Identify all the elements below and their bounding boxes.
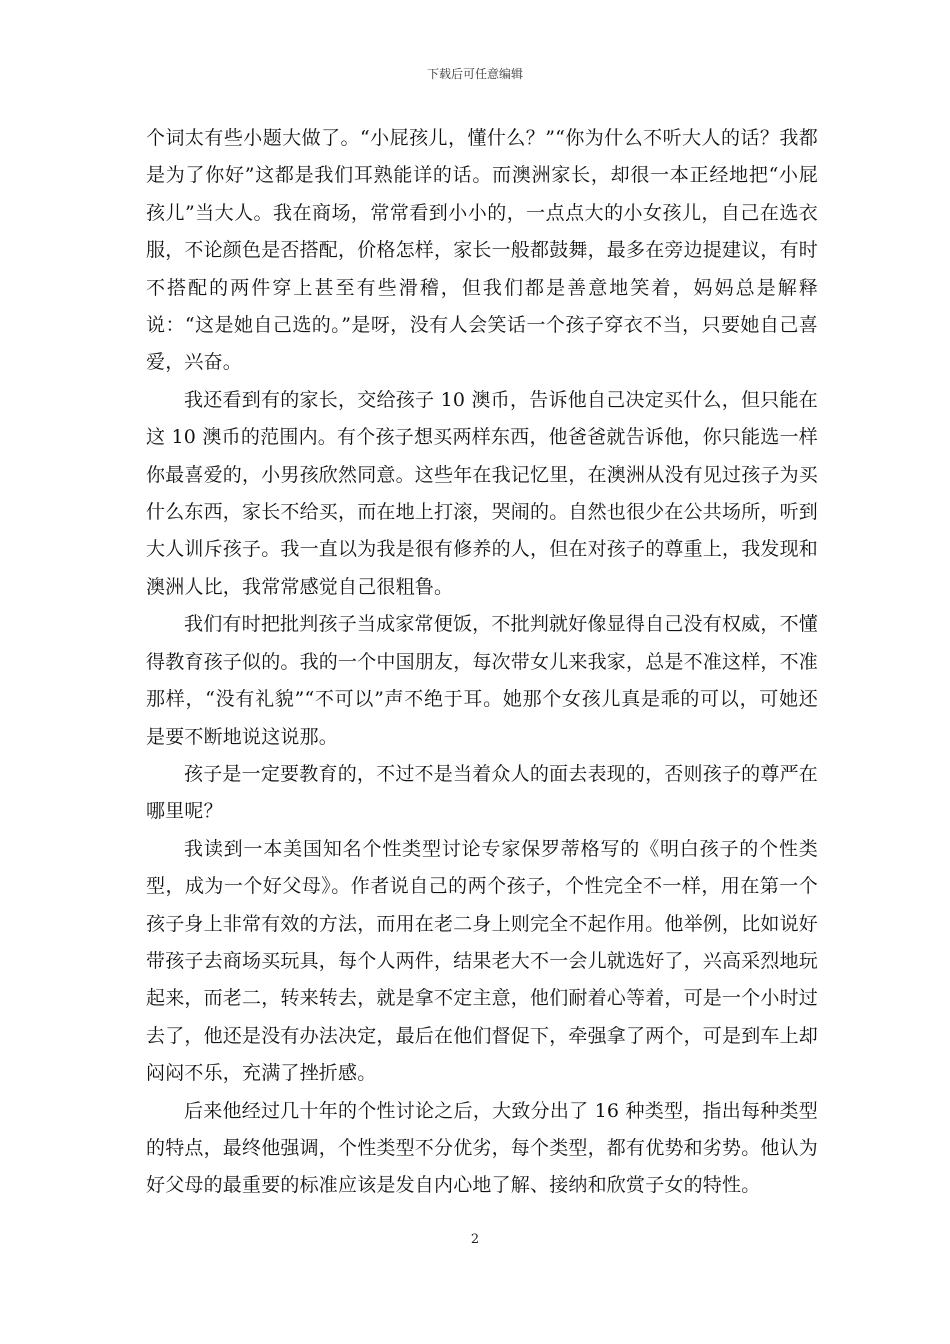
paragraph-4: 孩子是一定要教育的，不过不是当着众人的面去表现的，否则孩子的尊严在哪里呢？ (146, 762, 818, 823)
page-header: 下载后可任意编辑 (426, 67, 523, 81)
paragraph-3: 我们有时把批判孩子当成家常便饭，不批判就好像显得自己没有权威，不懂得教育孩子似的。我的一个中国朋友，每次带女儿来我家，总是不准这样，不准那样，“没有礼貌”“不可以”声不绝于耳。她那个女孩儿真是乖的可以，可她还是要不断地说这说那。 (146, 613, 819, 748)
body-text (146, 120, 818, 1205)
paragraph-5: 我读到一本美国知名个性类型讨论专家保罗蒂格写的《明白孩子的个性类型，成为一个好父母》。作者说自己的两个孩子，个性完全不一样，用在第一个孩子身上非常有效的方法，而用在老二身上则完全不起作用。他举例，比如说好带孩子去商场买玩具，每个人两件，结果老大不一会儿就选好了，兴高采烈地玩起来，而老二，转来转去，就是拿不定主意，他们耐着心等着，可是一个小时过去了，他还是没有办法决定，最后在他们督促下，牵强拿了两个，可是到车上却闷闷不乐，充满了挫折感。 (146, 837, 819, 1085)
paragraph-6: 后来他经过几十年的个性讨论之后，大致分出了 16 种类型，指出每种类型的特点，最终他强调，个性类型不分优劣，每个类型，都有优势和劣势。他认为好父母的最重要的标准应该是发自内心地了解、接纳和欣赏子女的特性。 (146, 1099, 819, 1197)
page-number: 2 (470, 1232, 480, 1247)
paragraph-1: 个词太有些小题大做了。“小屁孩儿，懂什么？”“你为什么不听大人的话？我都是为了你好”这都是我们耳熟能详的话。而澳洲家长，却很一本正经地把“小屁孩儿”当大人。我在商场，常常看到小小的，一点点大的小女孩儿，自己在选衣服，不论颜色是否搭配，价格怎样，家长一般都鼓舞，最多在旁边提建议，有时不搭配的两件穿上甚至有些滑稽，但我们都是善意地笑着，妈妈总是解释说：“这是她自己选的。”是呀，没有人会笑话一个孩子穿衣不当，只要她自己喜爱，兴奋。 (146, 127, 819, 374)
paragraph-2: 我还看到有的家长，交给孩子 10 澳币，告诉他自己决定买什么，但只能在这 10 澳币的范围内。有个孩子想买两样东西，他爸爸就告诉他，你只能选一样你最喜爱的，小男孩欣然同意。这些年在我记忆里，在澳洲从没有见过孩子为买什么东西，家长不给买，而在地上打滚，哭闹的。自然也很少在公共场所，听到大人训斥孩子。我一直以为我是很有修养的人，但在对孩子的尊重上，我发现和澳洲人比，我常常感觉自己很粗鲁。 (146, 388, 819, 598)
